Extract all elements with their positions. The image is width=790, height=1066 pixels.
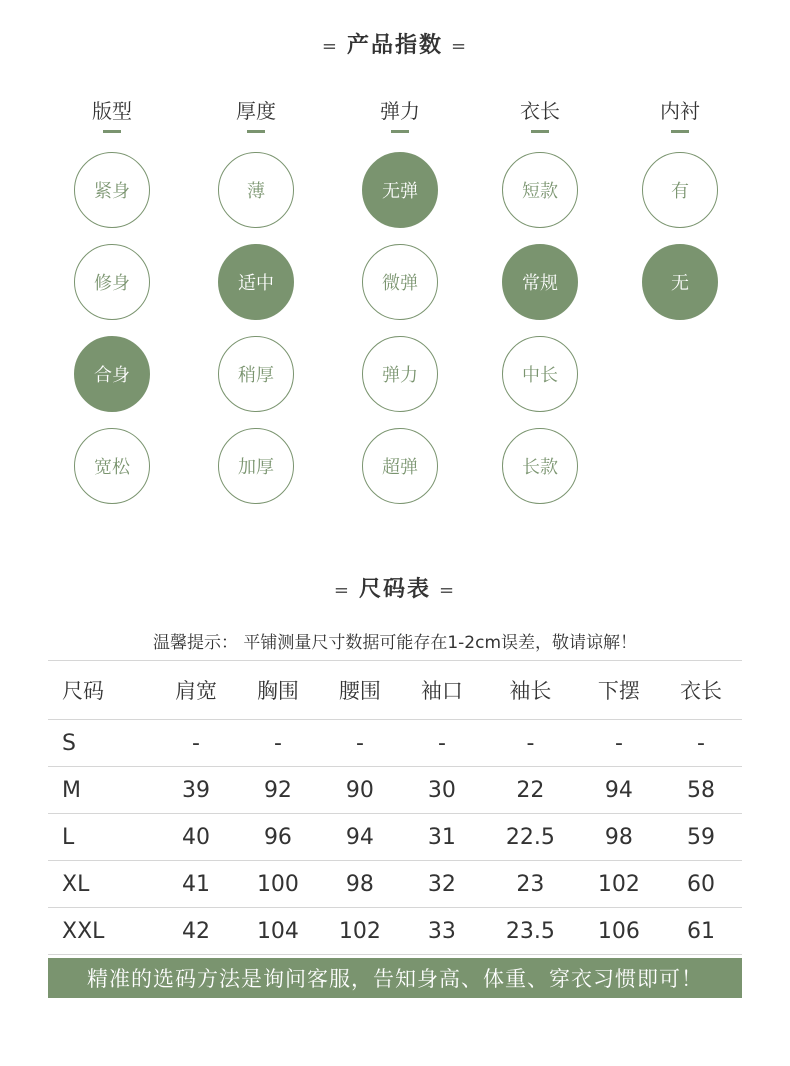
- index-column-label: 衣长: [520, 99, 560, 123]
- index-option-selected: 无弹: [362, 152, 438, 228]
- size-value-cell: 98: [345, 871, 374, 897]
- index-column-underline: [531, 130, 549, 133]
- index-option-selected: 常规: [502, 244, 578, 320]
- index-option: 长款: [502, 428, 578, 504]
- size-value-cell: 22: [516, 777, 545, 803]
- size-table-header-cell: 尺码: [62, 679, 104, 703]
- index-option: 短款: [502, 152, 578, 228]
- index-option: 修身: [74, 244, 150, 320]
- size-value-cell: 39: [181, 777, 210, 803]
- index-option: 紧身: [74, 152, 150, 228]
- index-column-underline: [671, 130, 689, 133]
- product-index-title: [0, 28, 790, 59]
- size-value-cell: 32: [427, 871, 456, 897]
- size-value-cell: -: [614, 730, 623, 756]
- size-table-header-cell: 胸围: [256, 679, 299, 703]
- index-column: [500, 96, 580, 133]
- size-table-header-cell: 袖口: [420, 679, 463, 703]
- size-table-header-cell: 肩宽: [174, 679, 217, 703]
- size-value-cell: 23.5: [505, 918, 555, 944]
- size-value-cell: -: [191, 730, 200, 756]
- index-option-selected: 无: [642, 244, 718, 320]
- index-column: [640, 96, 720, 133]
- size-value-cell: -: [273, 730, 282, 756]
- index-column-label: 版型: [92, 99, 132, 123]
- title-deco-right: =: [439, 580, 457, 601]
- size-value-cell: 102: [338, 918, 381, 944]
- table-row: [48, 861, 742, 908]
- size-value-cell: 59: [686, 824, 715, 850]
- size-value-cell: -: [696, 730, 705, 756]
- index-column: [360, 96, 440, 133]
- index-column-label: 弹力: [380, 99, 420, 123]
- index-column: [72, 96, 152, 133]
- index-option: 超弹: [362, 428, 438, 504]
- size-value-cell: 22.5: [505, 824, 555, 850]
- table-row: [48, 767, 742, 814]
- size-label-cell: XL: [62, 871, 90, 897]
- index-column-label: 厚度: [236, 99, 276, 123]
- title-deco-left: =: [321, 36, 339, 57]
- index-option-selected: 合身: [74, 336, 150, 412]
- size-chart-title-text: 尺码表: [358, 577, 431, 602]
- table-row: [48, 720, 742, 767]
- size-label-cell: XXL: [62, 918, 105, 944]
- index-option-selected: 适中: [218, 244, 294, 320]
- size-value-cell: 60: [686, 871, 715, 897]
- size-table-header-cell: 腰围: [338, 679, 381, 703]
- size-value-cell: 58: [686, 777, 715, 803]
- size-value-cell: 33: [427, 918, 456, 944]
- index-option: 宽松: [74, 428, 150, 504]
- size-label-cell: L: [62, 824, 75, 850]
- index-column: [216, 96, 296, 133]
- index-column-underline: [247, 130, 265, 133]
- size-value-cell: -: [437, 730, 446, 756]
- index-column-label: 内衬: [660, 99, 700, 123]
- size-value-cell: 92: [263, 777, 292, 803]
- index-column-underline: [391, 130, 409, 133]
- size-label-cell: S: [62, 730, 76, 756]
- table-row: [48, 814, 742, 861]
- size-value-cell: 96: [263, 824, 292, 850]
- size-label-cell: M: [62, 777, 81, 803]
- index-option: 加厚: [218, 428, 294, 504]
- size-table-header-cell: 衣长: [679, 679, 722, 703]
- size-table: [48, 660, 742, 955]
- size-value-cell: 30: [427, 777, 456, 803]
- table-row: [48, 908, 742, 955]
- size-value-cell: 102: [597, 871, 640, 897]
- size-value-cell: 94: [345, 824, 374, 850]
- size-value-cell: 106: [597, 918, 640, 944]
- title-deco-left: =: [333, 580, 351, 601]
- size-value-cell: 42: [181, 918, 210, 944]
- index-column-underline: [103, 130, 121, 133]
- size-value-cell: 23: [516, 871, 545, 897]
- size-table-header: [48, 661, 742, 720]
- size-table-header-cell: 袖长: [509, 679, 552, 703]
- size-value-cell: 61: [686, 918, 715, 944]
- size-value-cell: 90: [345, 777, 374, 803]
- size-value-cell: 98: [604, 824, 633, 850]
- index-option: 中长: [502, 336, 578, 412]
- index-option: 有: [642, 152, 718, 228]
- size-table-header-cell: 下摆: [597, 679, 640, 703]
- size-advice-banner: 精准的选码方法是询问客服，告知身高、体重、穿衣习惯即可！: [48, 958, 742, 998]
- title-deco-right: =: [451, 36, 469, 57]
- size-value-cell: 94: [604, 777, 633, 803]
- index-option: 稍厚: [218, 336, 294, 412]
- measurement-tip: 温馨提示： 平铺测量尺寸数据可能存在1-2cm误差，敬请谅解！: [152, 633, 638, 653]
- product-index-title-text: 产品指数: [346, 33, 443, 58]
- index-option: 微弹: [362, 244, 438, 320]
- size-value-cell: 31: [427, 824, 456, 850]
- size-value-cell: 100: [256, 871, 299, 897]
- size-chart-title: [0, 572, 790, 603]
- size-value-cell: 40: [181, 824, 210, 850]
- size-value-cell: -: [526, 730, 535, 756]
- size-value-cell: -: [355, 730, 364, 756]
- size-value-cell: 41: [181, 871, 210, 897]
- size-table-body: [48, 720, 742, 955]
- size-value-cell: 104: [256, 918, 299, 944]
- index-option: 弹力: [362, 336, 438, 412]
- index-option: 薄: [218, 152, 294, 228]
